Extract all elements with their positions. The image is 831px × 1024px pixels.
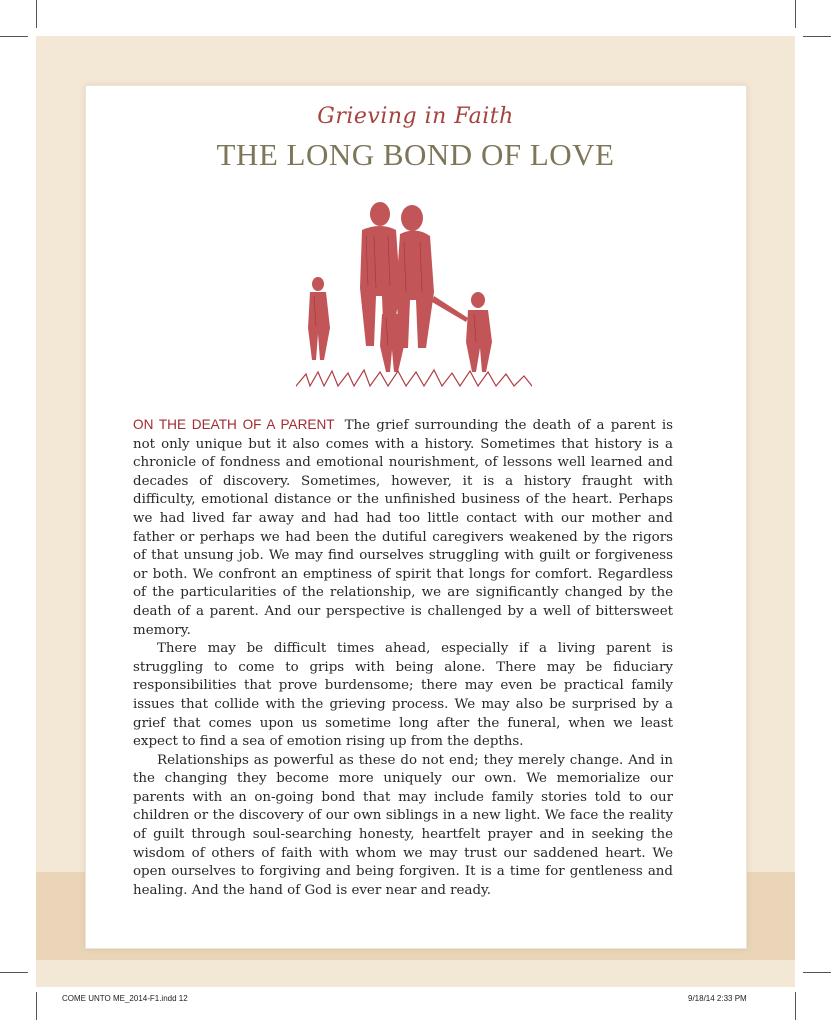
article-paragraph: There may be difficult times ahead, especially if a living parent is struggling to come to grips with being alone. There may be fiduciary responsibilities that prove burdensome; there may even be practical family issues that collide with the grieving process. We may also be surprised by a grief that comes upon us sometime long after the funeral, when we least expect to find a sea of emotion rising up from the depths. [133,641,673,750]
crop-mark [0,36,28,37]
article-paragraph: Relationships as powerful as these do not end; they merely change. And in the changing they become more uniquely our own. We memorialize our parents with an on-going bond that may include family stories told to our children or the discovery of our own siblings in a new light. We face the reality of guilt through soul-searching honesty, heartfelt prayer and in seeking the wisdom of others of faith with whom we may trust our saddened heart. We open ourselves to forgiving and being forgiven. It is a time for gentleness and healing. And the hand of God is ever near and ready. [133,752,673,898]
print-slug-file: COME UNTO ME_2014-F1.indd 12 [62,994,188,1003]
crop-mark [795,0,796,28]
section-kicker: Grieving in Faith [317,104,514,129]
crop-mark [0,972,28,973]
crop-mark [795,992,796,1020]
article-paragraph [133,416,673,640]
crop-mark [36,0,37,28]
crop-mark [803,972,831,973]
print-slug-datetime: 9/18/14 2:33 PM [688,994,747,1003]
section-lead-in: ON THE DEATH OF A PARENT [133,417,335,432]
crop-mark [36,992,37,1020]
article-body [133,416,673,900]
family-illustration [296,196,532,394]
paragraph-text: The grief surrounding the death of a parent is not only unique but it also comes with a history. Sometimes that history is a chronicle of fondness and emotional nourishment, of lessons well learned and decades of discovery. Sometimes, however, it is a history fraught with difficulty, emotional distance or the unfinished business of the heart. Perhaps we had lived far away and had had too little contact with our mother and father or perhaps we had been the dutiful caregivers weakened by the rigors of that unsung job. We may find ourselves struggling with guilt or forgiveness or both. We confront an emptiness of spirit that longs for comfort. Regardless of the particularities of the relationship, we are significantly changed by the death of a parent. And our perspective is challenged by a well of bittersweet memory. [133,418,673,638]
page-title: THE LONG BOND OF LOVE [216,137,615,172]
crop-mark [803,36,831,37]
